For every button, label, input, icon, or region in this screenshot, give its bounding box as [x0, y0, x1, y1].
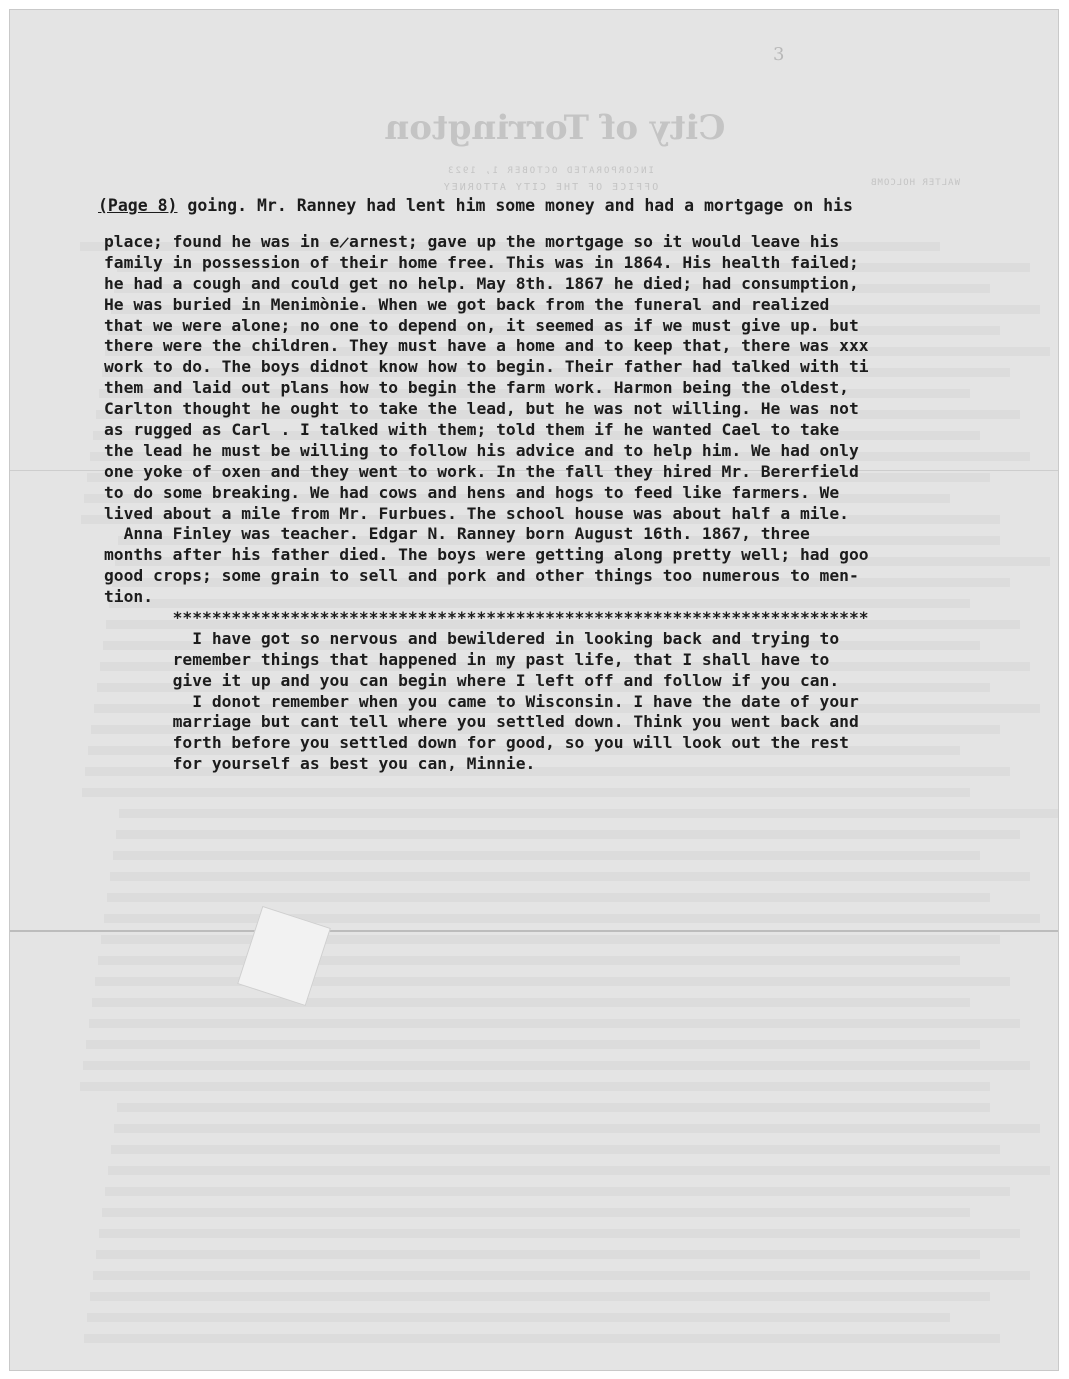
bleed-through-line	[89, 1019, 1020, 1028]
bleed-through-line	[114, 1124, 1040, 1133]
bleed-through-line	[92, 998, 970, 1007]
bleed-through-line	[108, 1166, 1050, 1175]
bleed-through-line	[113, 851, 980, 860]
text-line: give it up and you can begin where I left off and follow if you can.	[104, 670, 840, 690]
typed-letter-page	[10, 10, 1058, 1370]
bleed-through-line	[93, 1271, 1030, 1280]
text-line: lived about a mile from Mr. Furbues. The school house was about half a mile.	[104, 503, 849, 523]
bleed-through-line	[80, 1082, 990, 1091]
text-line: Anna Finley was teacher. Edgar N. Ranney born August 16th. 1867, three	[104, 524, 810, 544]
bleed-through-line	[84, 1334, 1000, 1343]
bleed-through-line	[117, 1103, 990, 1112]
bleed-through-line	[111, 1145, 1000, 1154]
text-line: them and laid out plans how to begin the farm work. Harmon being the oldest,	[104, 378, 849, 398]
text-line: He was buried in Menimònie. When we got back from the funeral and realized	[104, 294, 830, 314]
bleed-through-line	[90, 1292, 990, 1301]
bleed-through-letterhead-name: WALTER HOLCOMB	[870, 178, 960, 188]
header-text: going. Mr. Ranney had lent him some money and had a mortgage on his	[177, 196, 853, 215]
text-line: that we were alone; no one to depend on, it seemed as if we must give up. but	[104, 315, 859, 335]
bleed-through-line	[119, 809, 1058, 818]
text-line: there were the children. They must have a home and to keep that, there was xxx	[104, 336, 869, 356]
text-line: work to do. The boys didnot know how to begin. Their father had talked with ti	[104, 357, 869, 377]
bleed-through-line	[102, 1208, 970, 1217]
bleed-through-line	[99, 1229, 1020, 1238]
bleed-through-letterhead-title: City of Torrington	[384, 108, 726, 148]
text-line: ***********************************************************************	[104, 608, 869, 628]
bleed-through-line	[116, 830, 1020, 839]
letter-body	[104, 232, 869, 775]
bleed-through-line	[96, 1250, 980, 1259]
paper-fold-lower	[10, 930, 1058, 932]
bleed-through-line	[86, 1040, 980, 1049]
bleed-through-line	[95, 977, 1010, 986]
text-line: the lead he must be willing to follow his advice and to help him. We had only	[104, 440, 859, 460]
bleed-through-line	[101, 935, 1000, 944]
text-line: tion.	[104, 587, 154, 607]
header-line	[98, 196, 853, 215]
bleed-through-letterhead-incorporated: INCORPORATED OCTOBER 1, 1923	[446, 166, 654, 176]
text-line: he had a cough and could get no help. May 8th. 1867 he died; had consumption,	[104, 273, 859, 293]
text-line: to do some breaking. We had cows and hens and hogs to feed like farmers. We	[104, 482, 840, 502]
text-line: marriage but cant tell where you settled down. Think you went back and	[104, 712, 859, 732]
text-line: family in possession of their home free. This was in 1864. His health failed;	[104, 252, 859, 272]
text-line: place; found he was in e̷arnest; gave up the mortgage so it would leave his	[104, 232, 840, 251]
text-line: good crops; some grain to sell and pork and other things too numerous to men-	[104, 566, 859, 586]
text-line: for yourself as best you can, Minnie.	[104, 754, 536, 774]
text-line: months after his father died. The boys were getting along pretty well; had goo	[104, 545, 869, 565]
text-line: remember things that happened in my past life, that I shall have to	[104, 649, 830, 669]
bleed-through-line	[105, 1187, 1010, 1196]
bleed-through-line	[104, 914, 1040, 923]
bleed-through-line	[82, 788, 970, 797]
bleed-through-line	[83, 1061, 1030, 1070]
text-line: Carlton thought he ought to take the lead, but he was not willing. He was not	[104, 399, 859, 419]
text-line: one yoke of oxen and they went to work. In the fall they hired Mr. Bererfield	[104, 461, 859, 481]
text-line: I donot remember when you came to Wisconsin. I have the date of your	[104, 691, 859, 711]
faint-page-number: 3	[773, 44, 785, 65]
text-line: as rugged as Carl . I talked with them; told them if he wanted Cael to take	[104, 420, 840, 440]
text-line: I have got so nervous and bewildered in looking back and trying to	[104, 628, 840, 648]
page-reference: (Page 8)	[98, 196, 178, 215]
bleed-through-letterhead-office: OFFICE OF THE CITY ATTORNEY	[441, 182, 659, 193]
bleed-through-line	[98, 956, 960, 965]
text-line: forth before you settled down for good, so you will look out the rest	[104, 733, 849, 753]
bleed-through-line	[110, 872, 1030, 881]
bleed-through-line	[107, 893, 990, 902]
bleed-through-line	[87, 1313, 950, 1322]
